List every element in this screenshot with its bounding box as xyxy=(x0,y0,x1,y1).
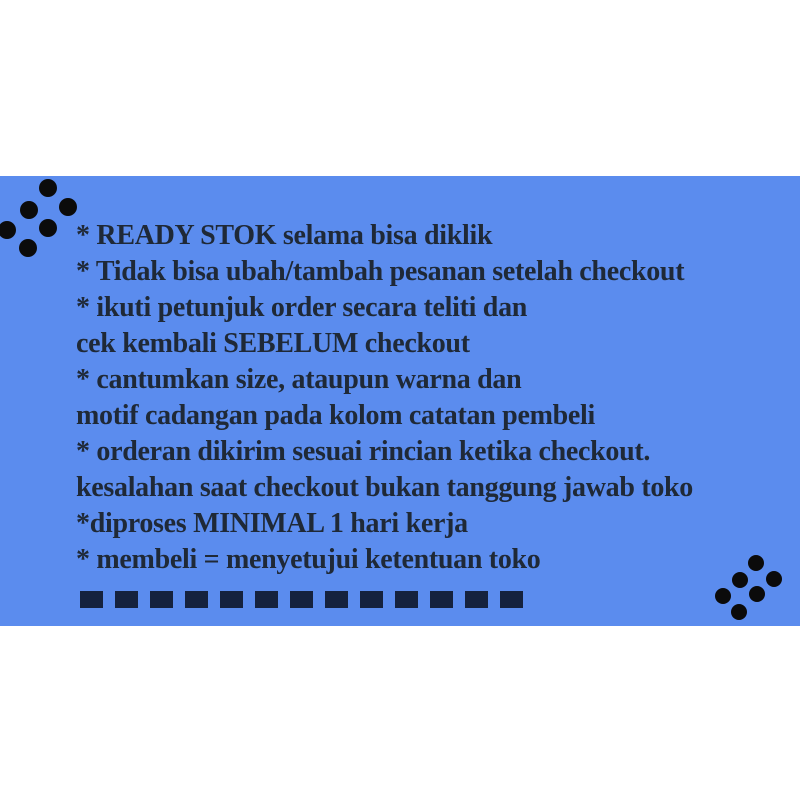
terms-line: cek kembali SEBELUM checkout xyxy=(76,328,470,359)
terms-line: kesalahan saat checkout bukan tanggung jawab toko xyxy=(76,472,694,503)
terms-text-block xyxy=(76,218,800,578)
decorative-dot xyxy=(39,179,57,197)
divider-dash xyxy=(80,591,103,608)
divider-dash xyxy=(115,591,138,608)
terms-line: *diproses MINIMAL 1 hari kerja xyxy=(76,508,468,539)
divider-dash xyxy=(325,591,348,608)
dashed-divider xyxy=(80,591,523,608)
divider-dash xyxy=(395,591,418,608)
decorative-dot xyxy=(748,555,764,571)
terms-line: * membeli = menyetujui ketentuan toko xyxy=(76,544,541,575)
terms-line: * orderan dikirim sesuai rincian ketika checkout. xyxy=(76,436,651,467)
terms-line: * ikuti petunjuk order secara teliti dan xyxy=(76,292,528,323)
decorative-dot xyxy=(749,586,765,602)
terms-line: * READY STOK selama bisa diklik xyxy=(76,220,493,251)
terms-line: motif cadangan pada kolom catatan pembeli xyxy=(76,400,595,431)
divider-dash xyxy=(220,591,243,608)
decorative-dot xyxy=(39,219,57,237)
divider-dash xyxy=(360,591,383,608)
decorative-dot xyxy=(731,604,747,620)
divider-dash xyxy=(290,591,313,608)
decorative-dot xyxy=(715,588,731,604)
decorative-dot xyxy=(766,571,782,587)
decorative-dot xyxy=(19,239,37,257)
divider-dash xyxy=(465,591,488,608)
terms-line: * cantumkan size, ataupun warna dan xyxy=(76,364,522,395)
decorative-dot xyxy=(732,572,748,588)
divider-dash xyxy=(150,591,173,608)
decorative-dot xyxy=(59,198,77,216)
terms-line: * Tidak bisa ubah/tambah pesanan setelah checkout xyxy=(76,256,685,287)
divider-dash xyxy=(430,591,453,608)
divider-dash xyxy=(185,591,208,608)
decorative-dot xyxy=(20,201,38,219)
divider-dash xyxy=(255,591,278,608)
divider-dash xyxy=(500,591,523,608)
